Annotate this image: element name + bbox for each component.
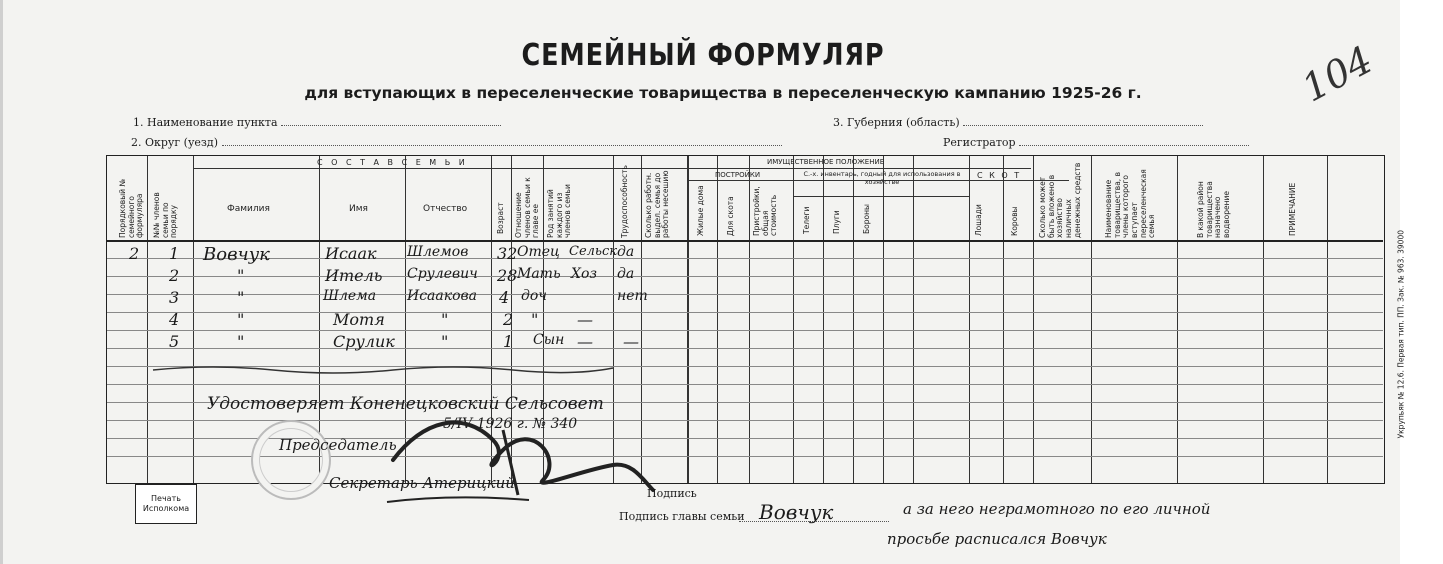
signature-label: Подпись — [647, 487, 697, 500]
header-barn: Для скота — [726, 196, 735, 236]
secretary-signature: Секретарь Атерицкий — [329, 474, 515, 492]
header-annex: Пристройки, общая стоимость — [752, 186, 779, 236]
field-item3-label: 3. Губерния (область) — [833, 116, 960, 129]
row3-surname: " — [237, 288, 245, 307]
row5-occupation: — — [577, 332, 593, 351]
field-item1-line — [281, 116, 501, 126]
header-inventory: С.-х. инвентарь, годный для использования в хозяйстве — [803, 170, 961, 186]
header-remarks: ПРИМЕЧАНИЕ — [1288, 182, 1297, 236]
row2-age: 28 — [497, 266, 518, 285]
row4-member-no: 4 — [169, 310, 180, 329]
row5-name: Срулик — [333, 332, 395, 351]
field-item2 — [131, 136, 782, 149]
seal-label: Печать Исполкома — [142, 494, 190, 514]
row4-patronymic: " — [441, 310, 449, 329]
row4-relation: " — [531, 310, 539, 329]
row1-ability: да — [617, 244, 635, 260]
row1-relation: Отец — [517, 244, 560, 260]
header-name: Имя — [349, 204, 368, 214]
seal-box — [135, 484, 197, 524]
row1-name: Исаак — [325, 244, 377, 263]
row5-relation: Сын — [533, 332, 565, 348]
header-cash: Сколько может быть вложено в хозяйство наличных денежных средств — [1038, 162, 1082, 238]
row3-relation: доч — [521, 288, 548, 304]
archive-number: 104 — [1295, 37, 1381, 111]
header-occupation: Род занятий каждого из членов семьи — [546, 184, 573, 238]
head-signature-label: Подпись главы семьи — [619, 510, 745, 523]
header-carts: Телеги — [802, 206, 811, 234]
header-family-section: С О С Т А В С Е М Ь И — [317, 158, 468, 167]
field-item2-line — [222, 136, 782, 146]
row1-age: 32 — [497, 244, 518, 263]
field-registrar-line — [1019, 136, 1249, 146]
certification-date: 5/IV 1926 г. № 340 — [443, 416, 578, 432]
row3-patronymic: Исаакова — [407, 288, 478, 304]
header-ability: Трудоспособность — [620, 165, 629, 238]
row1-member-no: 1 — [169, 244, 180, 263]
row4-name: Мотя — [333, 310, 385, 329]
certification-line: Удостоверяет Коненецковский Сельсовет — [207, 394, 604, 414]
header-member-no: №№ членов семьи по порядку — [152, 192, 179, 238]
row5-patronymic: " — [441, 332, 449, 351]
field-item2-label: 2. Округ (уезд) — [131, 136, 218, 149]
row1-patronymic: Шлемов — [407, 244, 469, 260]
row3-age: 4 — [499, 288, 510, 307]
field-item1-label: 1. Наименование пункта — [133, 116, 278, 129]
note-line-1: а за него неграмотного по его личной — [903, 500, 1211, 518]
row2-relation: Мать — [517, 266, 561, 282]
council-chair: Председатель — [279, 436, 397, 454]
field-item3 — [833, 116, 1203, 129]
field-registrar — [943, 136, 1249, 149]
row1-formular-no: 2 — [129, 244, 140, 263]
field-item1 — [133, 116, 501, 129]
document-title: СЕМЕЙНЫЙ ФОРМУЛЯР — [521, 38, 885, 73]
row2-patronymic: Срулевич — [407, 266, 478, 282]
secretary-underline — [383, 490, 533, 510]
row5-age: 1 — [503, 332, 514, 351]
header-harrows: Бороны — [862, 204, 871, 234]
header-district: В какой район товарищества назначено водворение — [1196, 181, 1231, 238]
header-patronymic: Отчество — [423, 204, 468, 214]
note-line-2: просьбе расписался Вовчук — [887, 530, 1107, 548]
header-cows: Коровы — [1010, 206, 1019, 236]
header-horses: Лошади — [974, 204, 983, 236]
header-partnership: Наименование товарищества, в члены которого вступает переселенческая семья — [1104, 169, 1157, 238]
row5-member-no: 5 — [169, 332, 180, 351]
row2-name: Итель — [325, 266, 383, 285]
signature-scribble — [383, 400, 663, 500]
row2-ability: да — [617, 266, 635, 282]
row1-occupation: Сельск — [569, 244, 618, 259]
header-formular-no: Порядковый № семейного формуляра — [118, 178, 145, 238]
header-livestock: С К О Т — [977, 171, 1022, 180]
header-relation: Отношение членов семьи к главе ее — [514, 177, 541, 238]
header-work: Сколько работн. выдел. семья до работы несешию — [644, 170, 671, 238]
document-subtitle: для вступающих в переселенческие товарищества в переселенческую кампанию 1925-26 г. — [304, 84, 1142, 102]
row2-occupation: Хоз — [571, 266, 598, 282]
row4-surname: " — [237, 310, 245, 329]
printer-note: Укрупьяк № 12.6. Первая тип. ПП. Зак. № 963. 39000 — [1396, 230, 1405, 439]
header-house: Жилые дома — [696, 185, 705, 236]
header-buildings: ПОСТРОЙКИ — [715, 171, 761, 179]
header-ploughs: Плуги — [832, 210, 841, 234]
row2-member-no: 2 — [169, 266, 180, 285]
row4-age: 2 — [503, 310, 514, 329]
header-age: Возраст — [496, 202, 505, 234]
row3-ability: нет — [617, 288, 648, 304]
row1-surname: Вовчук — [203, 244, 270, 265]
row5-surname: " — [237, 332, 245, 351]
field-item3-line — [963, 116, 1203, 126]
row3-member-no: 3 — [169, 288, 180, 307]
row3-name: Шлема — [323, 288, 377, 304]
row4-occupation: — — [577, 310, 593, 329]
end-line-scribble — [153, 360, 613, 380]
header-surname: Фамилия — [227, 204, 270, 214]
header-property-section: ИМУЩЕСТВЕННОЕ ПОЛОЖЕНИЕ — [767, 158, 885, 166]
official-stamp — [251, 420, 331, 500]
field-registrar-label: Регистратор — [943, 136, 1016, 149]
row5-ability: — — [623, 332, 639, 351]
head-signature: Вовчук — [759, 500, 834, 524]
row2-surname: " — [237, 266, 245, 285]
